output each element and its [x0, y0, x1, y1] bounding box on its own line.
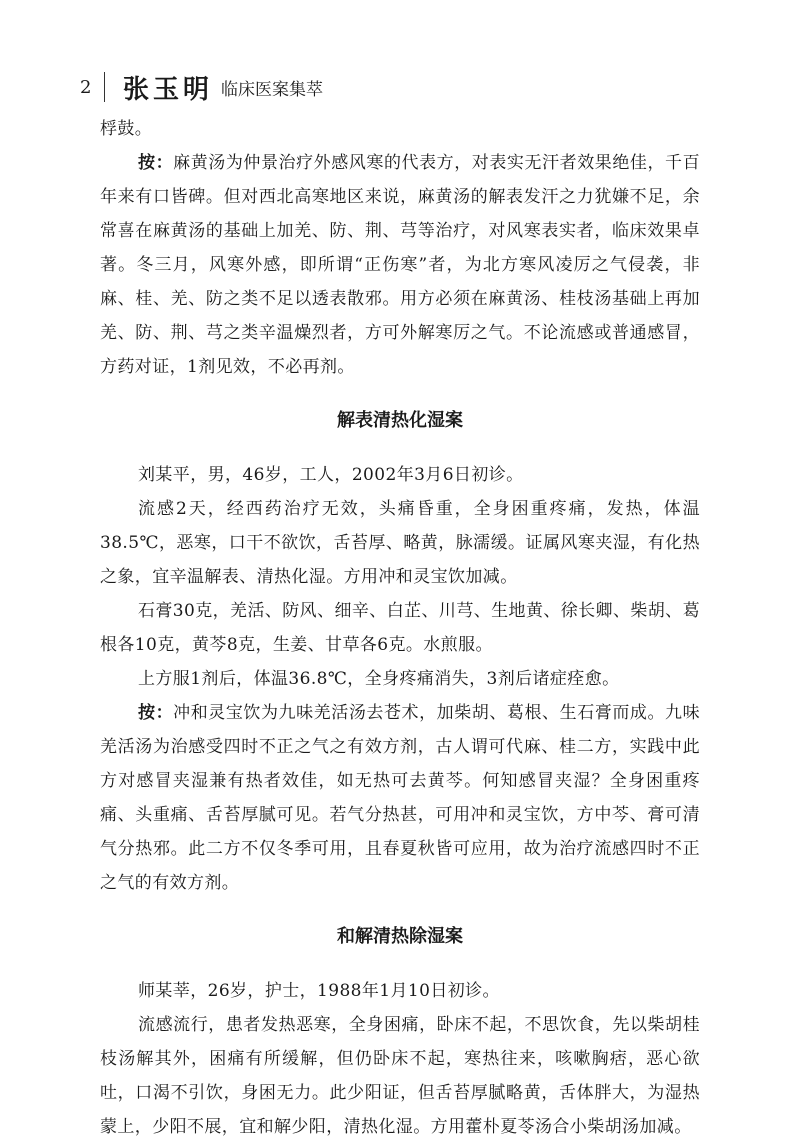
running-header — [80, 68, 323, 106]
case-description: 流感流行，患者发热恶寒，全身困痛，卧床不起，不思饮食，先以柴胡桂枝汤解其外，困痛有所缓解，但仍卧床不起，寒热往来，咳嗽胸痞，恶心欲吐，口渴不引饮，身困无力。此少阳证，但舌苔厚腻略黄，舌体胖大，为湿热蒙上，少阳不展，宜和解少阳，清热化湿。方用藿朴夏苓汤合小柴胡汤加减。 — [100, 1015, 700, 1137]
case-title: 和解清热除湿案 — [337, 926, 463, 947]
patient-info: 刘某平，男，46岁，工人，2002年3月6日初诊。 — [138, 465, 524, 485]
page-body — [100, 112, 700, 1144]
commentary-paragraph — [100, 696, 700, 900]
case-title: 解表清热化湿案 — [337, 410, 463, 431]
patient-info: 师某莘，26岁，护士，1988年1月10日初诊。 — [138, 981, 500, 1001]
case-outcome: 上方服1剂后，体温36.8℃，全身疼痛消失，3剂后诸症痊愈。 — [138, 669, 620, 689]
page-number: 2 — [80, 76, 92, 98]
commentary-text: 麻黄汤为仲景治疗外感风寒的代表方，对表实无汗者效果绝佳，千百年来有口皆碑。但对西北高寒地区来说，麻黄汤的解表发汗之力犹嫌不足，余常喜在麻黄汤的基础上加羌、防、荆、芎等治疗，对风寒表实者，临床效果卓著。冬三月，风寒外感，即所谓“正伤寒”者，为北方寒风凌厉之气侵袭，非麻、桂、羌、防之类不足以透表散邪。用方必须在麻黄汤、桂枝汤基础上再加羌、防、荆、芎之类辛温燥烈者，方可外解寒厉之气。不论流感或普通感冒，方药对证，1剂见效，不必再剂。 — [100, 153, 700, 377]
commentary-text: 冲和灵宝饮为九味羌活汤去苍术，加柴胡、葛根、生石膏而成。九味羌活汤为治感受四时不正之气之有效方剂，古人谓可代麻、桂二方，实践中此方对感冒夹湿兼有热者效佳，如无热可去黄芩。何知感冒夹湿？全身困重疼痛、头重痛、舌苔厚腻可见。若气分热甚，可用冲和灵宝饮，方中芩、膏可清气分热邪。此二方不仅冬季可用，且春夏秋皆可应用，故为治疗流感四时不正之气的有效方剂。 — [100, 703, 700, 893]
prescription: 石膏30克，羌活、防风、细辛、白芷、川芎、生地黄、徐长卿、柴胡、葛根各10克，黄芩8克，生姜、甘草各6克。水煎服。 — [100, 601, 700, 655]
header-divider — [104, 72, 105, 102]
commentary-label: 按： — [138, 153, 174, 173]
case-description: 流感2天，经西药治疗无效，头痛昏重，全身困重疼痛，发热，体温38.5℃，恶寒，口干不欲饮，舌苔厚、略黄，脉濡缓。证属风寒夹湿，有化热之象，宜辛温解表、清热化湿。方用冲和灵宝饮加减。 — [100, 499, 700, 587]
book-title: 临床医案集萃 — [221, 79, 324, 100]
continued-text: 桴鼓。 — [100, 119, 153, 139]
author-logo: 张玉明 — [123, 74, 214, 105]
commentary-paragraph — [100, 146, 700, 384]
commentary-label: 按： — [138, 703, 174, 723]
